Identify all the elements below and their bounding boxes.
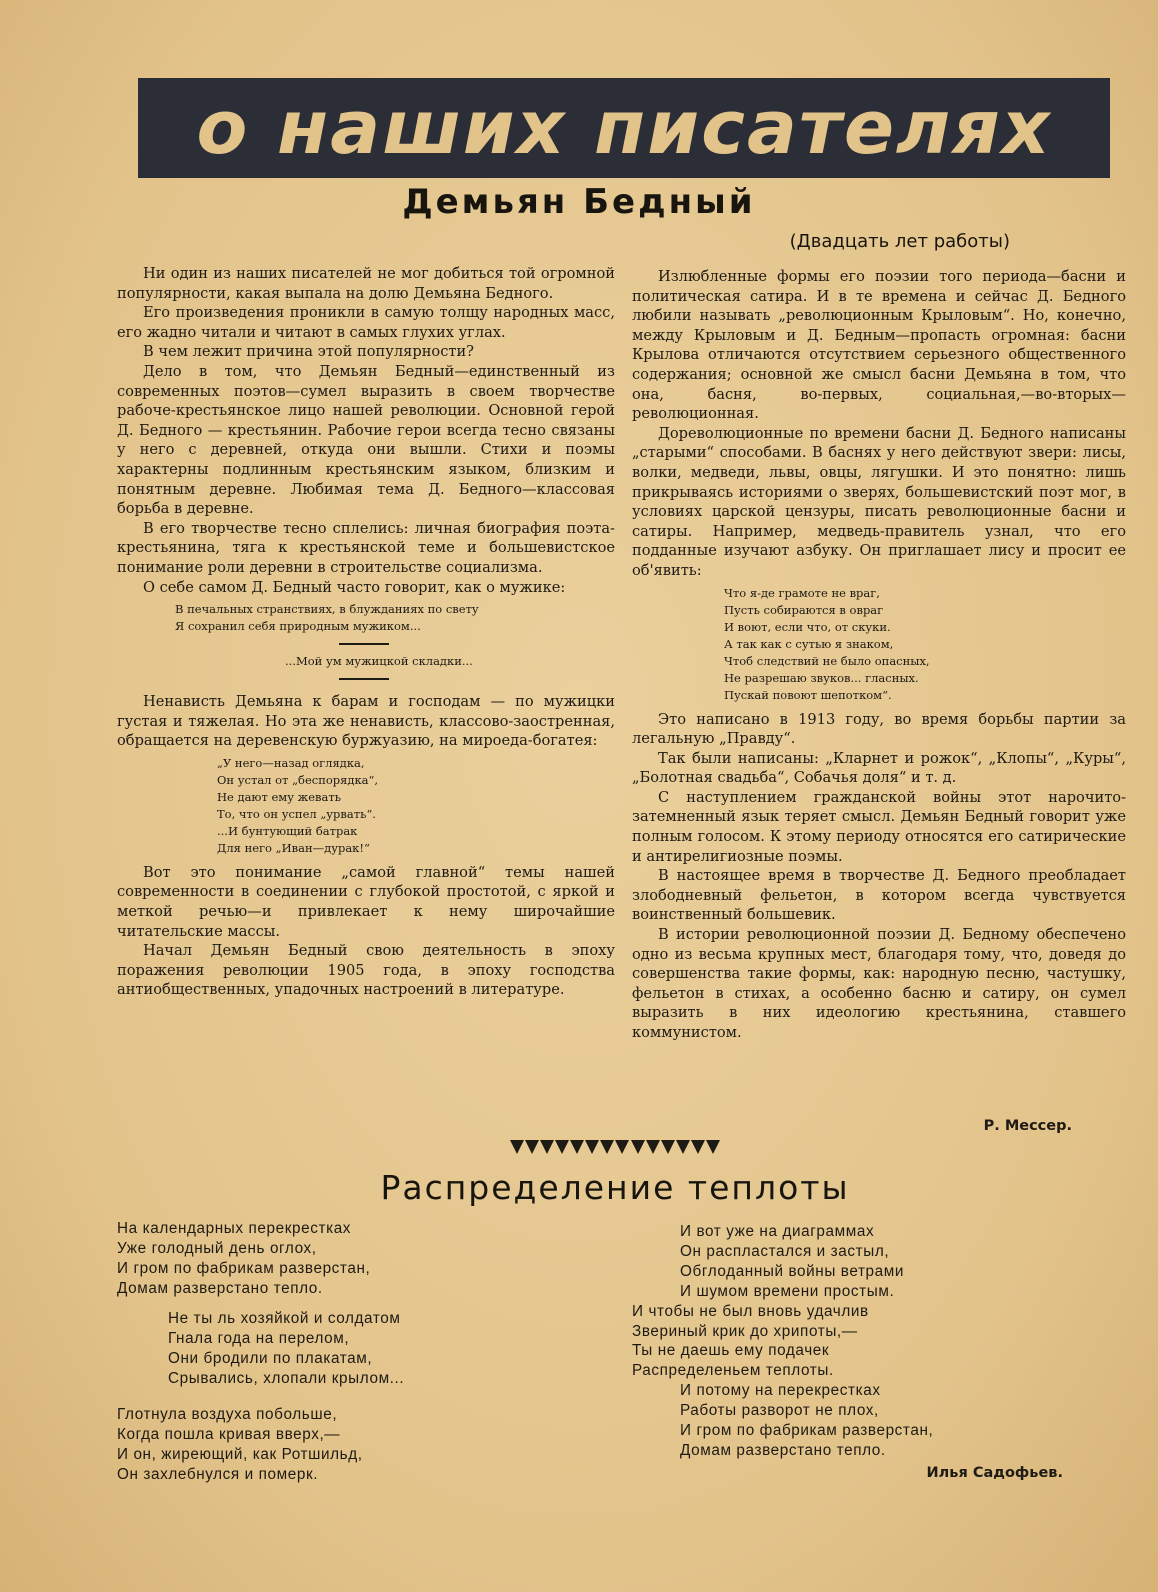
- poem-stanza: [632, 1222, 933, 1461]
- paragraph: О себе самом Д. Бедный часто говорит, как о мужике:: [143, 578, 566, 596]
- poem-quote: [117, 755, 615, 857]
- poem-line: ...Мой ум мужицкой складки...: [285, 654, 473, 669]
- poem-line: То, что он успел „урвать“.: [217, 806, 376, 821]
- verse-line: И гром по фабрикам разверстан,: [117, 1259, 371, 1277]
- verse-line: Когда пошла кривая вверх,—: [117, 1425, 341, 1443]
- poem-quote: [632, 585, 1126, 704]
- verse-line: Он захлебнулся и померк.: [117, 1465, 319, 1483]
- triangle-ornament-icon: [525, 1140, 539, 1154]
- triangle-ornament-icon: [676, 1140, 690, 1154]
- article-column-left: [117, 264, 615, 1000]
- poem-line: Он устал от „беспорядка“,: [217, 772, 379, 787]
- verse-line: И вот уже на диаграммах: [680, 1223, 875, 1240]
- verse-line: Они бродили по плакатам,: [168, 1349, 373, 1367]
- paragraph: Дореволюционные по времени басни Д. Бедного написаны „старыми“ способами. В баснях у него действуют звери: лисы, волки, медведи, львы, овцы, лягушки. И это понятно: лишь прикрываясь историями о зверях, большевистский поэт мог, в условиях царской цензуры, писать революционные басни и сатиры. Например, медведь-правитель узнал, что его подданные изучают азбуку. Он приглашает лису и просит ее об'явить:: [632, 424, 1126, 579]
- verse-line: Не ты ль хозяйкой и солдатом: [168, 1310, 401, 1327]
- triangle-ornament-icon: [570, 1140, 584, 1154]
- article-signature: Р. Мессер.: [983, 1118, 1072, 1134]
- verse-line: Обглоданный войны ветрами: [680, 1262, 905, 1280]
- poem-stanza: [117, 1219, 370, 1299]
- verse-line: Домам разверстано тепло.: [117, 1279, 323, 1297]
- verse-line: Срывались, хлопали крылом...: [168, 1369, 405, 1387]
- section-banner: [138, 78, 1110, 178]
- poem-line: В печальных странствиях, в блужданиях по свету: [175, 602, 479, 617]
- paragraph: Излюбленные формы его поэзии того периода—басни и политическая сатира. И в те времена и сейчас Д. Бедного любили называть „революционным Крыловым“. Но, конечно, между Крыловым и Д. Бедным—пропасть огромная: басни Крылова отличаются отсутствием серьезного общественного содержания; основной же смысл басни Демьяна в том, что она, басня, во-первых, социальная,—во-вторых—революционная.: [632, 268, 1126, 423]
- paragraph: Начал Демьян Бедный свою деятельность в эпоху поражения революции 1905 года, в эпоху господства антиобщественных, упадочных настроений в литературе.: [117, 942, 615, 999]
- article-subtitle: (Двадцать лет работы): [789, 231, 1010, 252]
- paragraph: В настоящее время в творчестве Д. Бедного преобладает злободневный фельетон, в котором всегда чувствуется воинственный большевик.: [632, 867, 1126, 924]
- paragraph: Так были написаны: „Кларнет и рожок“, „Клопы“, „Куры“, „Болотная свадьба“, Собачья доля“ и т. д.: [632, 749, 1126, 787]
- verse-line: Домам разверстано тепло.: [680, 1441, 886, 1459]
- poem-line: Я сохранил себя природным мужиком...: [175, 619, 421, 634]
- verse-line: И чтобы не был вновь удачлив: [632, 1302, 869, 1320]
- paragraph: С наступлением гражданской войны этот нарочито-затемненный язык теряет смысл. Демьян Бедный говорит уже полным голосом. К этому периоду относятся его сатирические и антирелигиозные поэмы.: [632, 788, 1126, 865]
- verse-line: И он, жиреющий, как Ротшильд,: [117, 1445, 363, 1463]
- article-title: Демьян Бедный: [402, 182, 756, 222]
- verse-line: Распределеньем теплоты.: [632, 1362, 834, 1380]
- verse-line: Уже голодный день оглох,: [117, 1239, 317, 1257]
- paragraph: Дело в том, что Демьян Бедный—единственный из современных поэтов—сумел выразить в своем творчестве рабоче-крестьянское лицо нашей революции. Основной герой Д. Бедного — крестьянин. Рабочие герои всегда тесно связаны у него с деревней, откуда они вышли. Стихи и поэмы характерны подлинным крестьянским языком, близким и понятным деревне. Любимая тема Д. Бедного—классовая борьба в деревне.: [117, 362, 615, 518]
- verse-line: И шумом времени простым.: [680, 1282, 895, 1300]
- triangle-ornament-icon: [510, 1140, 524, 1154]
- poem-line: „У него—назад оглядка,: [217, 755, 365, 770]
- poem-line: Для него „Иван—дурак!“: [217, 840, 370, 855]
- paragraph: В его творчестве тесно сплелись: личная биография поэта-крестьянина, тяга к крестьянской теме и большевистское понимание роли деревни в строительстве социализма.: [117, 519, 615, 576]
- paragraph: В чем лежит причина этой популярности?: [143, 343, 475, 361]
- divider: [339, 643, 389, 645]
- article-column-right: [632, 267, 1126, 1043]
- poem-line: Чтоб следствий не было опасных,: [724, 653, 930, 668]
- poem-line: Не дают ему жевать: [217, 789, 341, 804]
- poem-line: Пускай повоют шепотком“.: [724, 687, 892, 702]
- triangle-ornament-icon: [555, 1140, 569, 1154]
- verse-line: Работы разворот не плох,: [680, 1402, 879, 1420]
- poem-quote: [117, 601, 615, 635]
- verse-line: Звериный крик до хрипоты,—: [632, 1322, 858, 1340]
- verse-line: Гнала года на перелом,: [168, 1329, 350, 1347]
- verse-line: На календарных перекрестках: [117, 1220, 352, 1237]
- poem-signature: Илья Садофьев.: [926, 1465, 1063, 1481]
- paragraph: В истории революционной поэзии Д. Бедному обеспечено одно из весьма крупных мест, благодаря тому, что, доведя до совершенства такие формы, как: народную песню, частушку, фельетон в стихах, а особенно басню и сатиру, он сумел выразить в них идеологию крестьянина, ставшего коммунистом.: [632, 926, 1126, 1041]
- poem-line: Что я-де грамоте не враг,: [724, 585, 880, 600]
- verse-line: И гром по фабрикам разверстан,: [680, 1422, 934, 1440]
- poem-line: А так как с сутью я знаком,: [724, 636, 894, 651]
- ornament-divider: [510, 1140, 720, 1156]
- verse-line: Глотнула воздуха побольше,: [117, 1406, 338, 1423]
- paragraph: Ни один из наших писателей не мог добиться той огромной популярности, какая выпала на долю Демьяна Бедного.: [117, 265, 615, 302]
- poem-title: Распределение теплоты: [380, 1168, 850, 1207]
- triangle-ornament-icon: [615, 1140, 629, 1154]
- divider: [339, 678, 389, 680]
- poem-stanza: [117, 1405, 363, 1485]
- triangle-ornament-icon: [691, 1140, 705, 1154]
- poem-line: ...И бунтующий батрак: [217, 823, 358, 838]
- poem-line: Пусть собираются в овраг: [724, 602, 884, 617]
- triangle-ornament-icon: [706, 1140, 720, 1154]
- triangle-ornament-icon: [661, 1140, 675, 1154]
- triangle-ornament-icon: [646, 1140, 660, 1154]
- triangle-ornament-icon: [585, 1140, 599, 1154]
- triangle-ornament-icon: [540, 1140, 554, 1154]
- poem-stanza: [168, 1309, 404, 1389]
- triangle-ornament-icon: [600, 1140, 614, 1154]
- verse-line: И потому на перекрестках: [680, 1382, 881, 1400]
- poem-line: Не разрешаю звуков... гласных.: [724, 670, 919, 685]
- poem-line: И воют, если что, от скуки.: [724, 619, 891, 634]
- paragraph: Ненависть Демьяна к барам и господам — по мужицки густая и тяжелая. Но эта же ненависть, классово-заостренная, обращается на деревенскую буржуазию, на мироеда-богатея:: [117, 693, 615, 750]
- verse-line: Он распластался и застыл,: [680, 1242, 890, 1260]
- paragraph: Это написано в 1913 году, во время борьбы партии за легальную „Правду“.: [632, 710, 1126, 748]
- paragraph: Вот это понимание „самой главной“ темы нашей современности в соединении с глубокой простотой, с яркой и меткой речью—и привлекает к нему широчайшие читательские массы.: [117, 863, 615, 940]
- triangle-ornament-icon: [631, 1140, 645, 1154]
- section-banner-text: о наших писателях: [196, 85, 1052, 171]
- paragraph: Его произведения проникли в самую толщу народных масс, его жадно читали и читают в самых глухих углах.: [117, 304, 615, 341]
- verse-line: Ты не даешь ему подачек: [632, 1342, 830, 1360]
